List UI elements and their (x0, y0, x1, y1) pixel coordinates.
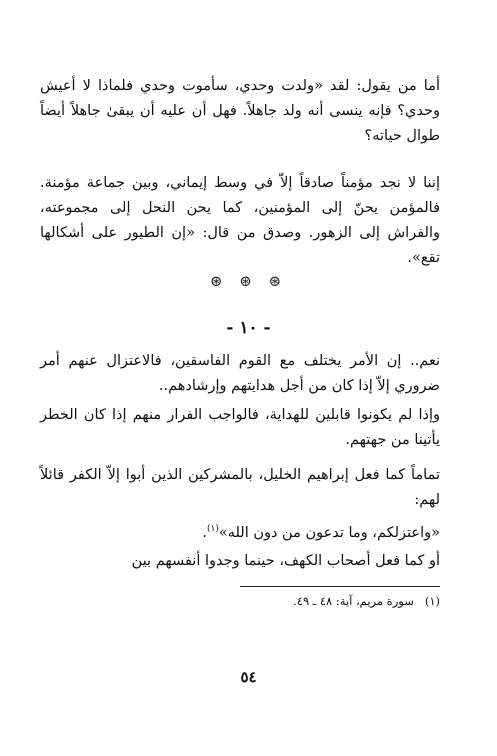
footnote-text: سورة مريم، آية: ٤٨ ـ ٤٩. (293, 594, 414, 608)
section-separator: ⊛ ⊛ ⊛ (209, 272, 288, 290)
paragraph-2: إننا لا نجد مؤمناً صادقاً إلاّ في وسط إيماني، وبين جماعة مؤمنة. فالمؤمن يحنّ إلى المؤمنين، كما يحن النحل إلى مجموعته، والفراش إلى الزهور. وصدق من قال: «إن الطيور على أشكالها تقع». (40, 175, 440, 266)
footnote-reference: (١) (206, 524, 219, 534)
footnote-divider (240, 586, 440, 587)
paragraph-5: تماماً كما فعل إبراهيم الخليل، بالمشركين الذين أبوا إلاّ الكفر قائلاً لهم: (40, 467, 440, 508)
quran-quote: «واعتزلكم، وما تدعون من دون الله»$^{(١)}$. (202, 524, 440, 541)
page-number: ٥٤ (240, 668, 257, 686)
paragraph-4: وإذا لم يكونوا قابلين للهداية، فالواجب الفرار منهم إذا كان الخطر يأتينا من جهتهم. (40, 407, 440, 448)
footnote (40, 592, 440, 610)
chapter-marker: - ١٠ - (226, 318, 271, 338)
paragraph-3: نعم.. إن الأمر يختلف مع القوم الفاسقين، فالاعتزال عنهم أمر ضروري إلاّ إذا كان من أجل هدايتهم وإرشادهم.. (40, 353, 440, 394)
footnote-number: (١) (424, 594, 440, 608)
paragraph-6: أو كما فعل أصحاب الكهف، حينما وجدوا أنفسهم بين (131, 553, 440, 569)
quote-text: «واعتزلكم، وما تدعون من دون الله» (218, 524, 440, 541)
paragraph-1: أما من يقول: لقد «ولدت وحدي، سأموت وحدي فلماذا لا أعيش وحدي؟ فإنه ينسى أنه ولد جاهلاً. فهل أن عليه أن يبقىٰ جاهلاً أيضاً طوال حياته؟ (40, 78, 440, 144)
